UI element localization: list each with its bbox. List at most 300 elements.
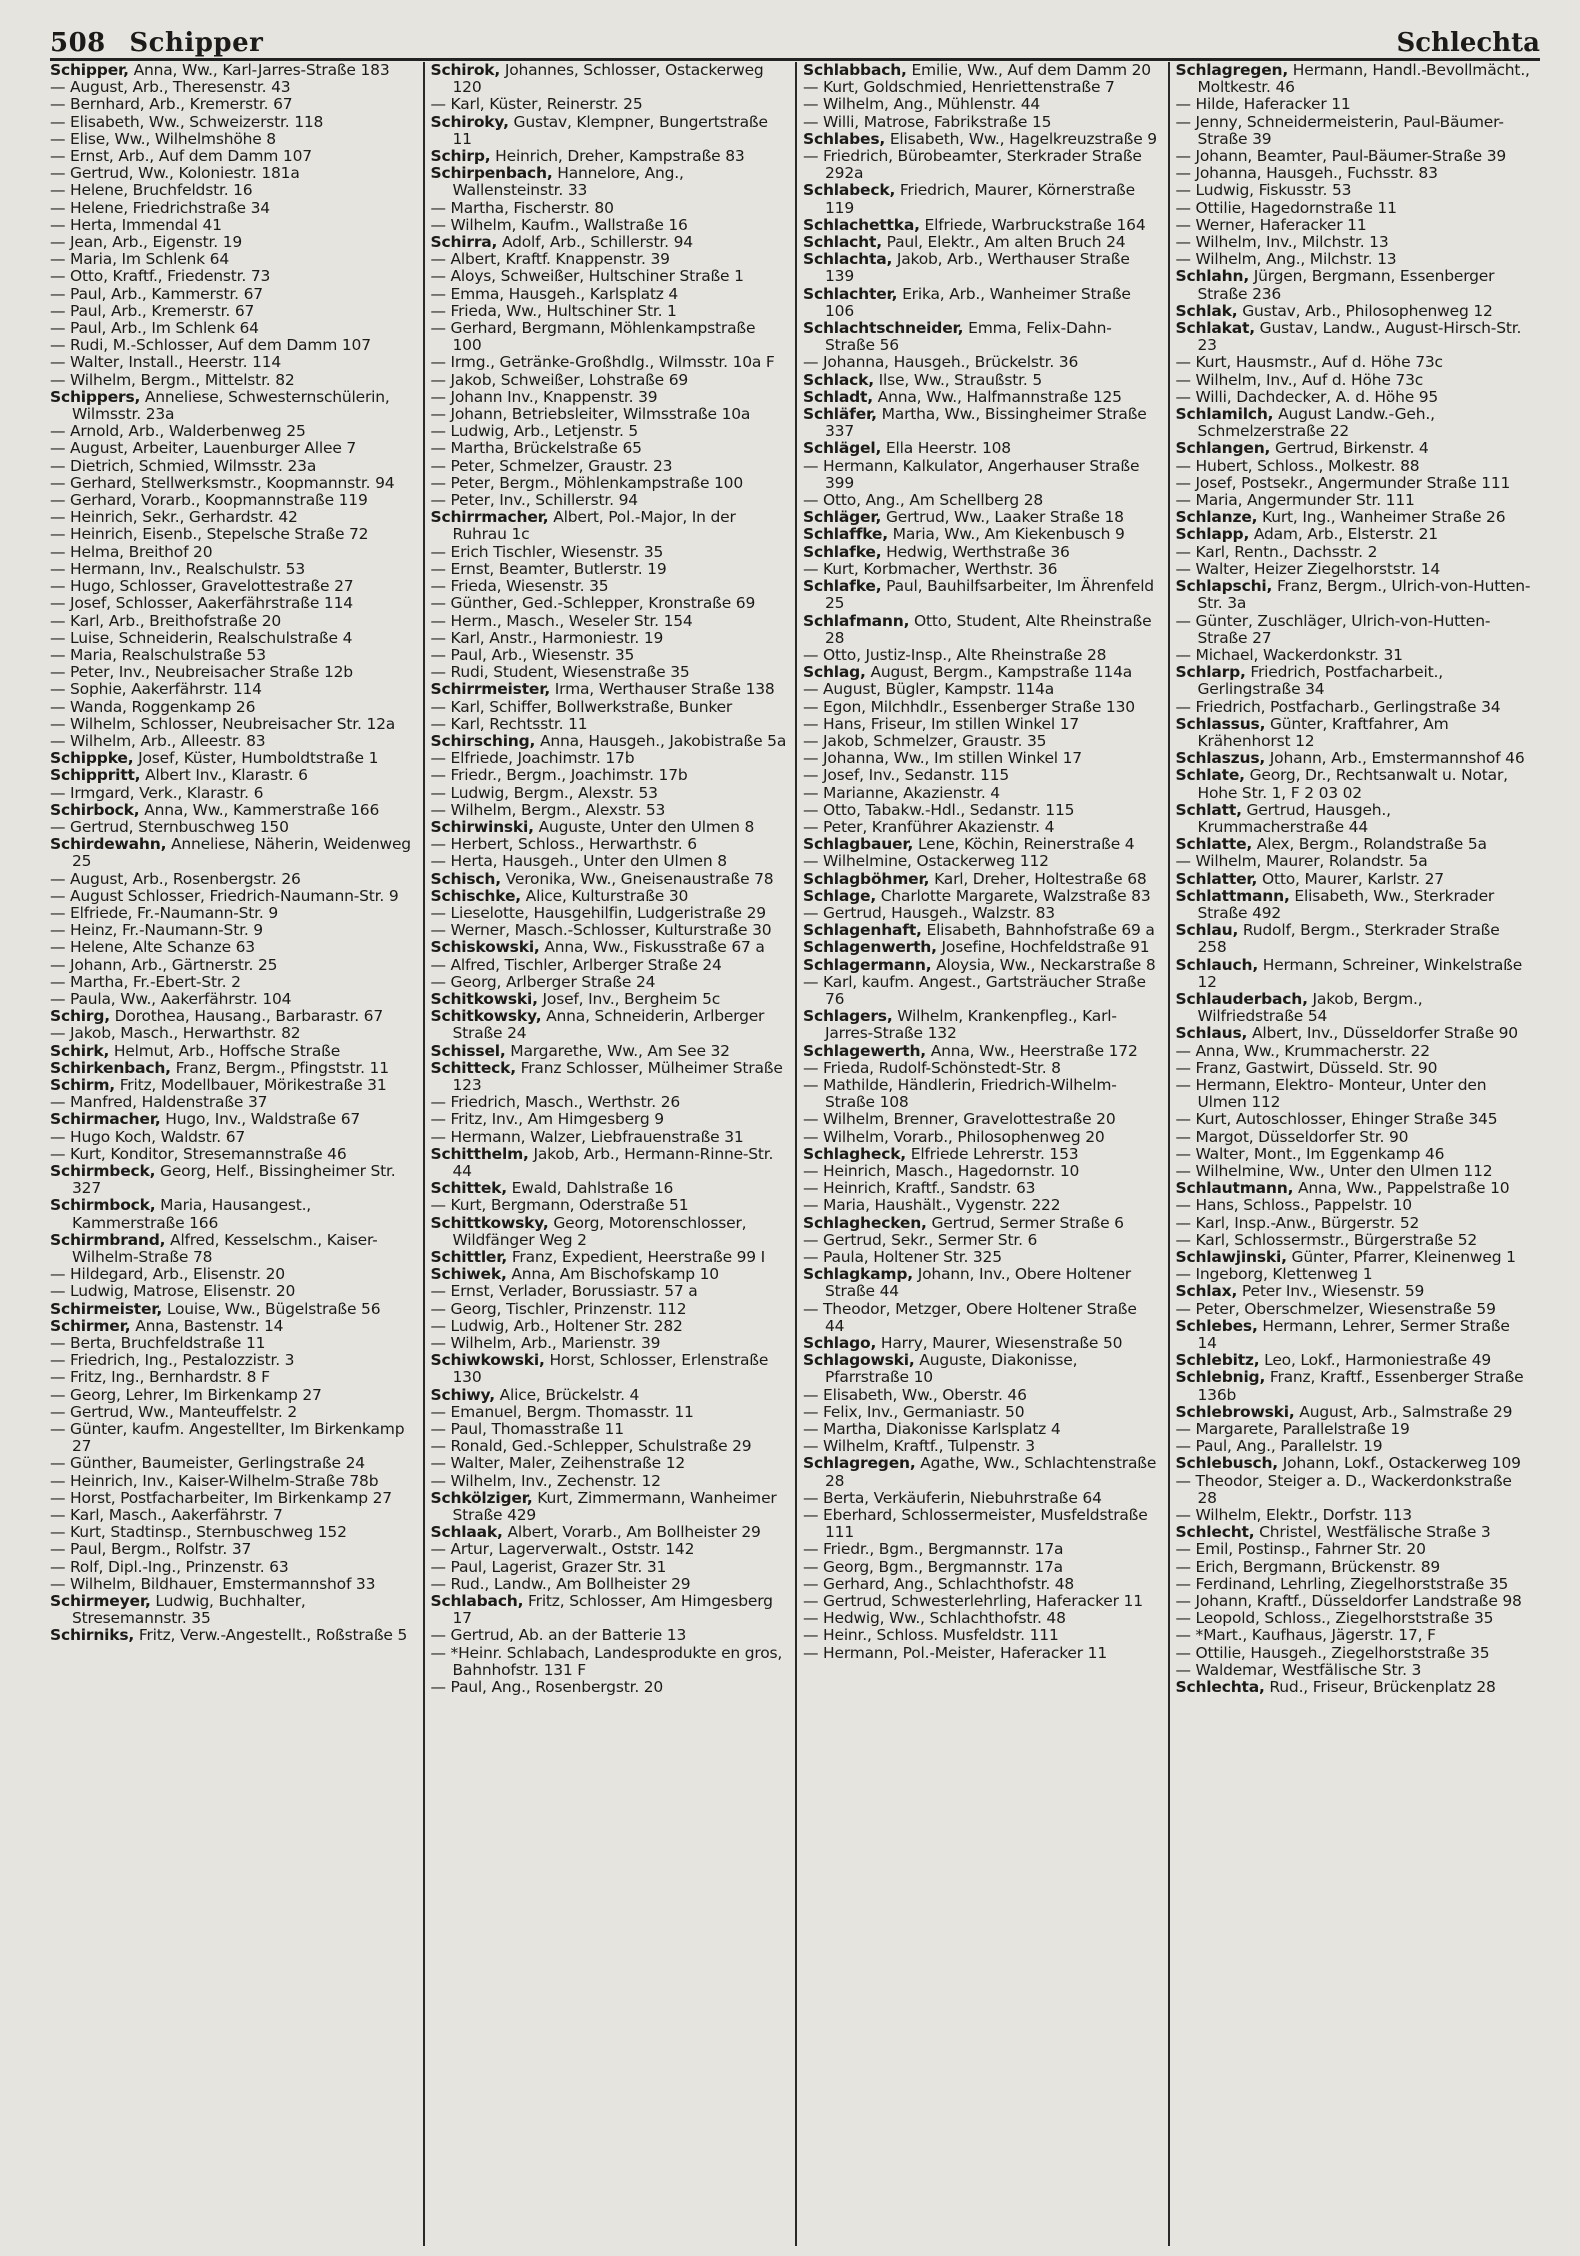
directory-entry — [803, 1301, 1160, 1335]
entry-surname: Schlag, — [803, 663, 866, 682]
directory-entry — [1176, 320, 1533, 354]
directory-entry — [50, 871, 415, 888]
directory-entry — [50, 1318, 415, 1335]
entry-text: — Gertrud, Ww., Koloniestr. 181a — [50, 164, 300, 183]
entry-text: Albert Inv., Klarastr. 6 — [140, 766, 308, 785]
directory-entry — [50, 131, 415, 148]
directory-entry — [50, 767, 415, 784]
directory-entry — [50, 733, 415, 750]
directory-entry — [431, 1593, 788, 1627]
entry-text: Kurt, Zimmermann, Wanheimer Straße 429 — [452, 1488, 777, 1525]
directory-entry — [431, 1318, 788, 1335]
entry-text: Alfred, Kesselschm., Kaiser-Wilhelm-Straße 78 — [72, 1230, 378, 1267]
entry-surname: Schlabach, — [430, 1592, 524, 1611]
directory-entry — [803, 96, 1160, 113]
entry-surname: Schirrmeister, — [430, 680, 551, 699]
entry-text: Albert, Vorarb., Am Bollheister 29 — [502, 1523, 761, 1542]
directory-entry — [50, 372, 415, 389]
entry-text: — Hugo Koch, Waldstr. 67 — [50, 1127, 246, 1146]
entry-text: — Karl, Schiffer, Bollwerkstraße, Bunker — [430, 697, 733, 716]
directory-entry — [803, 1352, 1160, 1386]
directory-entry — [50, 561, 415, 578]
directory-entry — [50, 647, 415, 664]
directory-entry — [50, 1232, 415, 1266]
entry-text: Albert, Pol.-Major, In der Ruhrau 1c — [452, 508, 736, 544]
entry-surname: Schlaghecken, — [803, 1213, 927, 1232]
entry-text: — Peter, Schmelzer, Graustr. 23 — [430, 456, 673, 475]
directory-entry — [1176, 114, 1533, 148]
directory-entry — [803, 939, 1160, 956]
entry-surname: Schirpenbach, — [430, 164, 553, 183]
directory-entry — [1176, 1507, 1533, 1524]
entry-text: Hannelore, Ang., Wallensteinstr. 33 — [452, 164, 684, 200]
entry-text: Anna, Am Bischofskamp 10 — [506, 1265, 719, 1284]
directory-entry — [431, 1301, 788, 1318]
directory-entry — [431, 939, 788, 956]
directory-entry — [50, 716, 415, 733]
directory-entry — [431, 957, 788, 974]
entry-text: — Johanna, Hausgeh., Brückelstr. 36 — [803, 353, 1079, 372]
entry-surname: Schlacht, — [803, 233, 882, 252]
directory-entry — [803, 1197, 1160, 1214]
directory-entry — [803, 1266, 1160, 1300]
directory-entry — [50, 905, 415, 922]
entry-text: — Gerhard, Bergmann, Möhlenkampstraße 100 — [430, 319, 756, 355]
entry-surname: Schlagregen, — [1175, 62, 1289, 79]
directory-entry — [50, 595, 415, 612]
entry-text: — Günter, kaufm. Angestellter, Im Birkenkamp 27 — [50, 1420, 405, 1456]
directory-entry — [803, 1232, 1160, 1249]
entry-text: Josefine, Hochfeldstraße 91 — [936, 938, 1150, 957]
entry-text: — Kurt, Goldschmied, Henriettenstraße 7 — [803, 78, 1115, 97]
entry-surname: Schlagermann, — [803, 955, 932, 974]
directory-entry — [1176, 1576, 1533, 1593]
entry-text: — Paul, Arb., Kremerstr. 67 — [50, 301, 255, 320]
header-last-name: Schlechta — [1396, 28, 1540, 58]
entry-text: — Hans, Schloss., Pappelstr. 10 — [1175, 1196, 1412, 1215]
entry-text: Rudolf, Bergm., Sterkrader Straße 258 — [1197, 921, 1500, 957]
entry-text: — Josef, Inv., Sedanstr. 115 — [803, 766, 1010, 785]
directory-entry — [50, 492, 415, 509]
directory-entry — [1176, 561, 1533, 578]
directory-entry — [50, 699, 415, 716]
directory-entry — [803, 79, 1160, 96]
directory-entry — [803, 114, 1160, 131]
entry-text: — Paula, Ww., Aakerfährstr. 104 — [50, 989, 292, 1008]
directory-entry — [431, 1060, 788, 1094]
directory-entry — [431, 1283, 788, 1300]
entry-surname: Schlachtschneider, — [803, 319, 964, 338]
entry-text: Maria, Hausangest., Kammerstraße 166 — [72, 1196, 312, 1232]
directory-column-4 — [1168, 62, 1541, 2246]
entry-surname: Schlapschi, — [1175, 577, 1273, 596]
page-number: 508 — [50, 28, 106, 58]
entry-text: Alice, Brückelstr. 4 — [494, 1385, 640, 1404]
directory-entry — [50, 1541, 415, 1558]
entry-text: — Walter, Mont., Im Eggenkamp 46 — [1175, 1144, 1445, 1163]
directory-entry — [1176, 1215, 1533, 1232]
directory-entry — [1176, 871, 1533, 888]
entry-text: — Walter, Heizer Ziegelhorststr. 14 — [1175, 559, 1441, 578]
entry-surname: Schlack, — [803, 370, 874, 389]
entry-text: — Karl, Schlossermstr., Bürgerstraße 52 — [1175, 1230, 1478, 1249]
entry-text: — Johann, Betriebsleiter, Wilmsstraße 10a — [430, 405, 751, 424]
entry-surname: Schlägel, — [803, 439, 882, 458]
entry-surname: Schirk, — [50, 1041, 110, 1060]
entry-text: — Rud., Landw., Am Bollheister 29 — [430, 1574, 691, 1593]
directory-entry — [803, 320, 1160, 354]
entry-surname: Schippers, — [50, 387, 141, 406]
entry-text: — Ronald, Ged.-Schlepper, Schulstraße 29 — [430, 1437, 752, 1456]
directory-entry — [50, 1111, 415, 1128]
entry-surname: Schlanze, — [1175, 508, 1258, 527]
entry-text: — Jakob, Schmelzer, Graustr. 35 — [803, 731, 1047, 750]
directory-entry — [431, 1266, 788, 1283]
entry-text: — Hildegard, Arb., Elisenstr. 20 — [50, 1265, 285, 1284]
directory-entry — [431, 595, 788, 612]
entry-text: — Kurt, Konditor, Stresemannstraße 46 — [50, 1144, 347, 1163]
entry-text: — Elisabeth, Ww., Schweizerstr. 118 — [50, 112, 324, 131]
entry-text: Ludwig, Buchhalter, Stresemannstr. 35 — [72, 1592, 306, 1628]
directory-entry — [431, 905, 788, 922]
directory-entry — [50, 389, 415, 423]
entry-text: Franz, Bergm., Ulrich-von-Hutten-Str. 3a — [1197, 577, 1531, 613]
entry-text: Hermann, Schreiner, Winkelstraße 12 — [1197, 955, 1523, 991]
entry-text: — Friedrich, Masch., Werthstr. 26 — [430, 1093, 681, 1112]
directory-entry — [803, 1180, 1160, 1197]
entry-text: Jakob, Arb., Werthauser Straße 139 — [825, 250, 1130, 286]
entry-text: Auguste, Diakonisse, Pfarrstraße 10 — [825, 1351, 1078, 1387]
entry-text: Martha, Ww., Bissingheimer Straße 337 — [825, 405, 1147, 441]
directory-entry — [50, 957, 415, 974]
entry-surname: Schitteck, — [430, 1058, 516, 1077]
directory-entry — [431, 871, 788, 888]
entry-text: Elfriede Lehrerstr. 153 — [906, 1144, 1079, 1163]
directory-entry — [803, 131, 1160, 148]
directory-entry — [803, 1146, 1160, 1163]
directory-entry — [50, 939, 415, 956]
entry-text: — Irmg., Getränke-Großhdlg., Wilmsstr. 10a F — [430, 353, 775, 372]
entry-text: Hugo, Inv., Waldstraße 67 — [160, 1110, 361, 1129]
directory-entry — [1176, 96, 1533, 113]
entry-text: — Friedrich, Bürobeamter, Sterkrader Straße 292a — [803, 147, 1142, 183]
directory-entry — [431, 1490, 788, 1524]
directory-entry — [803, 1507, 1160, 1541]
directory-entry — [1176, 492, 1533, 509]
entry-text: — Otto, Justiz-Insp., Alte Rheinstraße 28 — [803, 645, 1107, 664]
entry-text: — Bernhard, Arb., Kremerstr. 67 — [50, 95, 293, 114]
entry-text: — Gertrud, Ab. an der Batterie 13 — [430, 1626, 687, 1645]
entry-text: Elisabeth, Ww., Sterkrader Straße 492 — [1197, 886, 1495, 922]
directory-entry — [50, 1455, 415, 1472]
directory-entry — [50, 79, 415, 96]
directory-entry — [1176, 767, 1533, 801]
directory-entry — [803, 836, 1160, 853]
entry-text: — Willi, Matrose, Fabrikstraße 15 — [803, 112, 1052, 131]
directory-entry — [431, 389, 788, 406]
entry-text: — Paul, Arb., Wiesenstr. 35 — [430, 645, 635, 664]
entry-text: — August, Arb., Rosenbergstr. 26 — [50, 869, 301, 888]
directory-entry — [431, 699, 788, 716]
entry-surname: Schlagowski, — [803, 1351, 915, 1370]
directory-entry — [431, 406, 788, 423]
entry-text: — Karl, Küster, Reinerstr. 25 — [430, 95, 643, 114]
entry-text: — Wilhelm, Inv., Zechenstr. 12 — [430, 1471, 661, 1490]
entry-surname: Schlaak, — [430, 1523, 503, 1542]
directory-entry — [50, 251, 415, 268]
directory-entry — [1176, 1404, 1533, 1421]
entry-text: — *Mart., Kaufhaus, Jägerstr. 17, F — [1175, 1626, 1436, 1645]
entry-text: — Helene, Friedrichstraße 34 — [50, 198, 270, 217]
directory-entry — [431, 96, 788, 113]
entry-text: — Ferdinand, Lehrling, Ziegelhorststraße 35 — [1175, 1574, 1509, 1593]
directory-entry — [803, 1645, 1160, 1662]
directory-entry — [50, 922, 415, 939]
directory-column-1 — [50, 62, 423, 2246]
directory-entry — [803, 888, 1160, 905]
entry-text: — Theodor, Steiger a. D., Wackerdonkstraße 28 — [1175, 1471, 1512, 1507]
entry-text: — Berta, Verkäuferin, Niebuhrstraße 64 — [803, 1488, 1102, 1507]
directory-entry — [50, 1387, 415, 1404]
entry-text: — Paul, Arb., Im Schlenk 64 — [50, 319, 259, 338]
directory-entry — [431, 492, 788, 509]
entry-text: Hedwig, Werthstraße 36 — [881, 542, 1070, 561]
directory-entry — [431, 1541, 788, 1558]
entry-surname: Schiwek, — [430, 1265, 507, 1284]
directory-entry — [1176, 1369, 1533, 1403]
entry-text: — Friedrich, Ing., Pestalozzistr. 3 — [50, 1351, 295, 1370]
entry-text: Paul, Bauhilfsarbeiter, Im Ährenfeld 25 — [825, 577, 1154, 613]
entry-text: — Paul, Ang., Rosenbergstr. 20 — [430, 1678, 664, 1697]
entry-text: — Georg, Lehrer, Im Birkenkamp 27 — [50, 1385, 322, 1404]
directory-entry — [50, 234, 415, 251]
directory-entry — [803, 957, 1160, 974]
entry-text: Günter, Kraftfahrer, Am Krähenhorst 12 — [1197, 714, 1449, 750]
entry-text: Hermann, Handl.-Bevollmächt., Moltkestr. 46 — [1197, 62, 1530, 97]
entry-text: — Werner, Masch.-Schlosser, Kulturstraße 30 — [430, 921, 772, 940]
entry-surname: Schirmbeck, — [50, 1162, 156, 1180]
entry-text: — Rudi, Student, Wiesenstraße 35 — [430, 663, 690, 682]
directory-entry — [803, 1455, 1160, 1489]
directory-entry — [1176, 1232, 1533, 1249]
entry-surname: Schlagregen, — [803, 1454, 916, 1473]
entry-text: Helmut, Arb., Hoffsche Straße — [109, 1041, 341, 1060]
directory-entry — [50, 286, 415, 303]
entry-text: — Ernst, Beamter, Butlerstr. 19 — [430, 559, 667, 578]
entry-surname: Schirniks, — [50, 1626, 135, 1645]
entry-surname: Schlagheck, — [803, 1144, 906, 1163]
directory-entry — [1176, 716, 1533, 750]
entry-surname: Schitkowsky, — [430, 1007, 542, 1026]
entry-text: — Heinr., Schloss. Musfeldstr. 111 — [803, 1626, 1059, 1645]
directory-entry — [1176, 1455, 1533, 1472]
directory-entry — [431, 1559, 788, 1576]
directory-entry — [50, 664, 415, 681]
entry-surname: Schisch, — [430, 869, 501, 888]
directory-entry — [50, 354, 415, 371]
directory-entry — [1176, 1301, 1533, 1318]
entry-surname: Schlebitz, — [1175, 1351, 1260, 1370]
entry-text: — Georg, Tischler, Prinzenstr. 112 — [430, 1299, 687, 1318]
entry-text: — Heinrich, Sekr., Gerhardstr. 42 — [50, 508, 298, 527]
entry-text: — Michael, Wackerdonkstr. 31 — [1175, 645, 1403, 664]
entry-text: — Peter, Inv., Neubreisacher Straße 12b — [50, 663, 353, 682]
directory-entry — [1176, 1627, 1533, 1644]
directory-entry — [803, 1404, 1160, 1421]
directory-entry — [803, 1043, 1160, 1060]
entry-text: — Heinrich, Eisenb., Stepelsche Straße 72 — [50, 525, 369, 544]
directory-entry — [431, 544, 788, 561]
directory-entry — [1176, 1318, 1533, 1352]
directory-entry — [803, 1541, 1160, 1558]
directory-entry — [803, 1421, 1160, 1438]
directory-entry — [803, 526, 1160, 543]
directory-entry — [1176, 544, 1533, 561]
directory-entry — [803, 1060, 1160, 1077]
entry-text: — Lieselotte, Hausgehilfin, Ludgeristraße 29 — [430, 903, 766, 922]
directory-entry — [803, 733, 1160, 750]
entry-text: — Alfred, Tischler, Arlberger Straße 24 — [430, 955, 722, 974]
directory-entry — [1176, 440, 1533, 457]
entry-text: — Felix, Inv., Germaniastr. 50 — [803, 1402, 1025, 1421]
entry-text: Otto, Student, Alte Rheinstraße 28 — [825, 611, 1152, 647]
entry-surname: Schlebrowski, — [1175, 1402, 1295, 1421]
directory-entry — [50, 1163, 415, 1197]
entry-text: — Günther, Baumeister, Gerlingstraße 24 — [50, 1454, 365, 1473]
directory-entry — [431, 767, 788, 784]
entry-text: — Rudi, M.-Schlosser, Auf dem Damm 107 — [50, 336, 371, 355]
directory-entry — [50, 1077, 415, 1094]
entry-text: — Elise, Ww., Wilhelmshöhe 8 — [50, 129, 276, 148]
entry-text: — Gerhard, Vorarb., Koopmannstraße 119 — [50, 491, 368, 510]
entry-surname: Schirmacher, — [50, 1110, 161, 1129]
directory-entry — [431, 802, 788, 819]
entry-text: — Karl, Insp.-Anw., Bürgerstr. 52 — [1175, 1213, 1420, 1232]
entry-surname: Schitkowski, — [430, 989, 538, 1008]
directory-entry — [803, 699, 1160, 716]
entry-text: — Johann Inv., Knappenstr. 39 — [430, 387, 658, 406]
entry-surname: Schläger, — [803, 508, 882, 527]
entry-text: — Heinrich, Masch., Hagedornstr. 10 — [803, 1162, 1080, 1180]
entry-text: Irma, Werthauser Straße 138 — [550, 680, 775, 699]
directory-entry — [1176, 1146, 1533, 1163]
directory-entry — [1176, 165, 1533, 182]
directory-entry — [803, 62, 1160, 79]
directory-entry — [803, 406, 1160, 440]
directory-entry — [803, 1249, 1160, 1266]
directory-entry — [1176, 200, 1533, 217]
entry-text: Alice, Kulturstraße 30 — [520, 886, 689, 905]
entry-text: — Johann, Kraftf., Düsseldorfer Landstraße 98 — [1175, 1592, 1522, 1611]
entry-text: — Gerhard, Ang., Schlachthofstr. 48 — [803, 1574, 1075, 1593]
header-left — [50, 28, 263, 58]
entry-surname: Schlafke, — [803, 542, 882, 561]
entry-text: — Ludwig, Matrose, Elisenstr. 20 — [50, 1282, 296, 1301]
entry-text: — Karl, Arb., Breithofstraße 20 — [50, 611, 282, 630]
entry-text: — Luise, Schneiderin, Realschulstraße 4 — [50, 628, 353, 647]
entry-text: — Karl, kaufm. Angest., Gartsträucher Straße 76 — [803, 972, 1146, 1008]
entry-surname: Schlax, — [1175, 1282, 1238, 1301]
entry-surname: Schlawjinski, — [1175, 1248, 1287, 1267]
entry-surname: Schlassus, — [1175, 714, 1266, 733]
entry-text: Veronika, Ww., Gneisenaustraße 78 — [500, 869, 774, 888]
entry-surname: Schirdewahn, — [50, 835, 167, 854]
entry-text: — Wilhelm, Elektr., Dorfstr. 113 — [1175, 1506, 1412, 1525]
entry-text: Gustav, Klempner, Bungertstraße 11 — [452, 112, 768, 148]
entry-text: — Ludwig, Arb., Letjenstr. 5 — [430, 422, 639, 441]
entry-text: — Hubert, Schloss., Molkestr. 88 — [1175, 456, 1420, 475]
entry-text: Friedrich, Maurer, Körnerstraße 119 — [825, 181, 1135, 217]
entry-text: Ella Heerstr. 108 — [881, 439, 1011, 458]
directory-entry — [50, 836, 415, 870]
entry-text: — Ludwig, Fiskusstr. 53 — [1175, 181, 1352, 200]
entry-text: Erika, Arb., Wanheimer Straße 106 — [825, 284, 1131, 320]
directory-entry — [431, 1043, 788, 1060]
directory-entry — [50, 888, 415, 905]
directory-entry — [1176, 1043, 1533, 1060]
directory-entry — [1176, 613, 1533, 647]
entry-text: — Berta, Bruchfeldstraße 11 — [50, 1334, 266, 1353]
directory-entry — [50, 578, 415, 595]
directory-entry — [50, 1507, 415, 1524]
directory-entry — [431, 234, 788, 251]
directory-entry — [50, 148, 415, 165]
directory-entry — [50, 1197, 415, 1231]
entry-surname: Schlagbauer, — [803, 835, 914, 854]
entry-surname: Schlechta, — [1175, 1678, 1265, 1697]
directory-entry — [50, 1025, 415, 1042]
directory-entry — [1176, 62, 1533, 96]
entry-text: — Erich Tischler, Wiesenstr. 35 — [430, 542, 664, 561]
directory-entry — [1176, 1610, 1533, 1627]
directory-entry — [1176, 406, 1533, 440]
directory-entry — [50, 509, 415, 526]
directory-entry — [803, 182, 1160, 216]
directory-entry — [1176, 664, 1533, 698]
entry-text: Ewald, Dahlstraße 16 — [506, 1179, 674, 1198]
directory-entry — [1176, 1060, 1533, 1077]
entry-surname: Schlangen, — [1175, 439, 1271, 458]
directory-entry — [431, 647, 788, 664]
entry-text: — Franz, Gastwirt, Düsseld. Str. 90 — [1175, 1058, 1438, 1077]
directory-entry — [803, 664, 1160, 681]
directory-entry — [1176, 1645, 1533, 1662]
entry-text: — Emil, Postinsp., Fahrner Str. 20 — [1175, 1540, 1426, 1559]
entry-text: — Wilhelm, Inv., Milchstr. 13 — [1175, 233, 1389, 252]
entry-text: — Kurt, Hausmstr., Auf d. Höhe 73c — [1175, 353, 1443, 372]
directory-entry — [50, 1559, 415, 1576]
directory-entry — [803, 1163, 1160, 1180]
directory-entry — [803, 1129, 1160, 1146]
directory-entry — [1176, 1180, 1533, 1197]
directory-entry — [431, 1094, 788, 1111]
entry-text: — August Schlosser, Friedrich-Naumann-Str. 9 — [50, 886, 399, 905]
entry-text: — Martha, Brückelstraße 65 — [430, 439, 642, 458]
entry-text: Gustav, Landw., August-Hirsch-Str. 23 — [1197, 319, 1522, 355]
directory-entry — [803, 561, 1160, 578]
entry-text: — Horst, Postfacharbeiter, Im Birkenkamp 27 — [50, 1488, 392, 1507]
directory-entry — [431, 681, 788, 698]
entry-surname: Schirsching, — [430, 731, 536, 750]
directory-entry — [1176, 699, 1533, 716]
directory-entry — [1176, 1197, 1533, 1214]
directory-entry — [803, 389, 1160, 406]
entry-text: Charlotte Margarete, Walzstraße 83 — [876, 886, 1151, 905]
entry-surname: Schlahn, — [1175, 267, 1250, 286]
directory-entry — [1176, 1025, 1533, 1042]
directory-entry — [1176, 853, 1533, 870]
directory-entry — [431, 1524, 788, 1541]
